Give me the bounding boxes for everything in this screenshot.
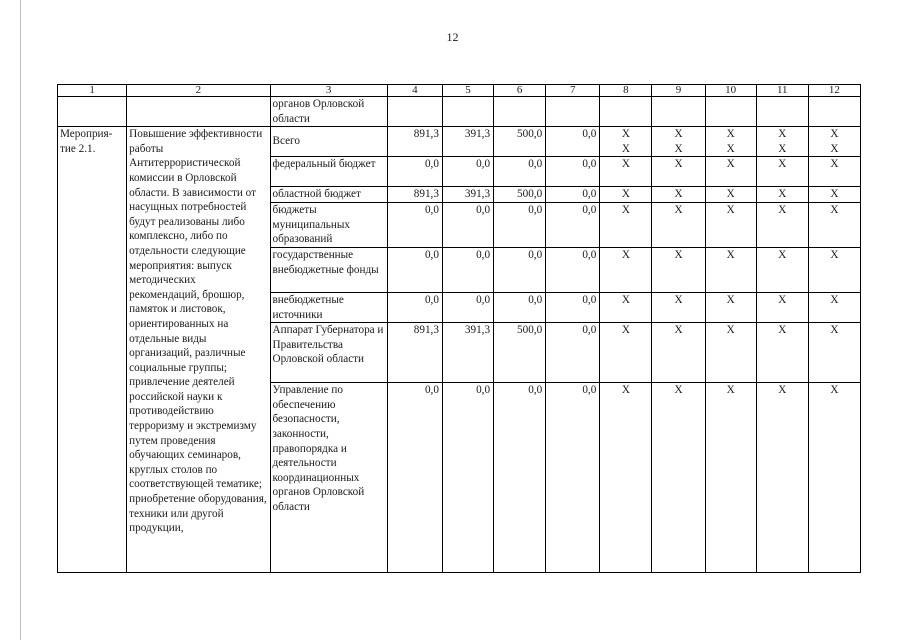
x-mark: Х [778,158,787,171]
x-mark: Х [674,384,683,397]
indicator-cell-8 [600,127,652,157]
x-mark: Х [621,188,630,201]
amount-cell-5: 391,3 [442,323,493,383]
column-header-12: 12 [808,85,860,97]
x-mark: Х [674,158,683,171]
indicator-cell-10 [705,202,756,247]
amount-cell-4: 891,3 [387,127,442,157]
x-mark: Х [726,142,735,155]
x-mark: Х [621,248,630,261]
indicator-cell-9 [652,292,705,322]
column-header-3: 3 [270,85,387,97]
x-mark: Х [621,142,630,155]
x-mark: Х [674,248,683,261]
indicator-cell-11 [756,157,808,187]
indicator-cell-11 [756,383,808,573]
x-mark: Х [674,128,683,141]
continuation-cell-1 [58,97,127,127]
x-mark: Х [674,142,683,155]
indicator-cell-9 [652,187,705,203]
indicator-cell-12 [808,383,860,573]
amount-cell-6: 0,0 [494,202,546,247]
x-mark: Х [621,158,630,171]
x-mark: Х [726,188,735,201]
indicator-cell-12 [808,187,860,203]
indicator-cell-11 [756,323,808,383]
indicator-cell-12 [808,202,860,247]
x-mark: Х [778,188,787,201]
amount-cell-4: 891,3 [387,187,442,203]
amount-cell-4: 0,0 [387,247,442,292]
indicator-cell-12 [808,292,860,322]
amount-cell-7: 0,0 [546,127,600,157]
indicator-cell-12 [808,323,860,383]
page-number: 12 [446,30,459,44]
x-mark: Х [674,188,683,201]
page-left-edge-rule [20,0,21,640]
x-mark: Х [621,384,630,397]
indicator-cell-8 [600,247,652,292]
amount-cell-7: 0,0 [546,383,600,573]
amount-cell-5: 0,0 [442,383,493,573]
x-mark: Х [726,158,735,171]
x-mark: Х [778,128,787,141]
continuation-cell-9 [652,97,705,127]
indicator-cell-12 [808,127,860,157]
funding-source-cell: государственные внебюджетные фонды [270,247,387,292]
column-header-6: 6 [494,85,546,97]
amount-cell-4: 0,0 [387,292,442,322]
indicator-cell-9 [652,202,705,247]
amount-cell-6: 0,0 [494,292,546,322]
indicator-cell-9 [652,323,705,383]
amount-cell-7: 0,0 [546,247,600,292]
column-header-11: 11 [756,85,808,97]
event-description-cell: Повышение эффективности работы Антитеррористической комиссии в Орловской области. В зависимости от насущных потребностей будут реализованы либо комплексно, либо по отдельности следующие мероприятия: выпуск методических рекомендаций, брошюр, памяток и листовок, ориентированных на отдельные виды организаций, различные социальные группы; привлечение деятелей российской науки к противодействию терроризму и экстремизму путем проведения обучающих семинаров, круглых столов по соответствующей тематике; приобретение оборудования, техники или другой продукции, [127,127,270,573]
x-mark: Х [726,248,735,261]
indicator-cell-12 [808,247,860,292]
x-mark: Х [621,128,630,141]
indicator-cell-8 [600,187,652,203]
x-mark: Х [621,324,630,337]
indicator-cell-8 [600,157,652,187]
x-mark: Х [726,128,735,141]
amount-cell-7: 0,0 [546,187,600,203]
indicator-cell-9 [652,247,705,292]
indicator-cell-10 [705,247,756,292]
amount-cell-5: 391,3 [442,187,493,203]
x-mark: Х [726,203,735,216]
x-mark: Х [830,203,839,216]
continuation-source-cell: органов Орловской области [270,97,387,127]
amount-cell-5: 391,3 [442,127,493,157]
amount-cell-7: 0,0 [546,157,600,187]
x-mark: Х [830,142,839,155]
indicator-cell-8 [600,383,652,573]
column-header-9: 9 [652,85,705,97]
column-header-2: 2 [127,85,270,97]
indicator-cell-11 [756,187,808,203]
indicator-cell-11 [756,292,808,322]
funding-source-cell: бюджеты муниципальных образований [270,202,387,247]
budget-table [57,84,861,573]
x-mark: Х [830,293,839,306]
amount-cell-5: 0,0 [442,157,493,187]
amount-cell-4: 0,0 [387,157,442,187]
indicator-cell-10 [705,127,756,157]
x-mark: Х [674,203,683,216]
amount-cell-7: 0,0 [546,292,600,322]
funding-source-cell: внебюджетные источники [270,292,387,322]
funding-source-cell: Всего [270,127,387,157]
x-mark: Х [674,324,683,337]
amount-cell-5: 0,0 [442,202,493,247]
x-mark: Х [830,384,839,397]
indicator-cell-11 [756,127,808,157]
x-mark: Х [621,293,630,306]
amount-cell-7: 0,0 [546,323,600,383]
amount-cell-6: 0,0 [494,383,546,573]
x-mark: Х [830,324,839,337]
x-mark: Х [830,188,839,201]
amount-cell-4: 0,0 [387,202,442,247]
amount-cell-7: 0,0 [546,202,600,247]
indicator-cell-10 [705,383,756,573]
funding-source-cell: Управление по обеспечению безопасности, законности, правопорядка и деятельности координационных органов Орловской области [270,383,387,573]
indicator-cell-10 [705,187,756,203]
continuation-cell-4 [387,97,442,127]
x-mark: Х [778,203,787,216]
continuation-cell-7 [546,97,600,127]
column-header-7: 7 [546,85,600,97]
funding-source-cell: Аппарат Губернатора и Правительства Орловской области [270,323,387,383]
indicator-cell-9 [652,383,705,573]
column-header-4: 4 [387,85,442,97]
amount-cell-6: 0,0 [494,157,546,187]
indicator-cell-8 [600,202,652,247]
continuation-cell-11 [756,97,808,127]
indicator-cell-12 [808,157,860,187]
x-mark: Х [726,293,735,306]
x-mark: Х [726,384,735,397]
column-header-5: 5 [442,85,493,97]
x-mark: Х [778,384,787,397]
continuation-cell-2 [127,97,270,127]
x-mark: Х [778,248,787,261]
column-header-10: 10 [705,85,756,97]
indicator-cell-8 [600,323,652,383]
continuation-cell-5 [442,97,493,127]
amount-cell-6: 500,0 [494,127,546,157]
x-mark: Х [621,203,630,216]
x-mark: Х [726,324,735,337]
x-mark: Х [778,324,787,337]
indicator-cell-10 [705,157,756,187]
amount-cell-6: 500,0 [494,187,546,203]
amount-cell-4: 0,0 [387,383,442,573]
funding-source-cell: федеральный бюджет [270,157,387,187]
x-mark: Х [830,128,839,141]
table-row [58,127,861,157]
indicator-cell-9 [652,157,705,187]
funding-source-cell: областной бюджет [270,187,387,203]
amount-cell-6: 0,0 [494,247,546,292]
indicator-cell-11 [756,202,808,247]
x-mark: Х [674,293,683,306]
amount-cell-6: 500,0 [494,323,546,383]
column-header-1: 1 [58,85,127,97]
continuation-cell-8 [600,97,652,127]
indicator-cell-10 [705,292,756,322]
x-mark: Х [830,248,839,261]
indicator-cell-8 [600,292,652,322]
amount-cell-5: 0,0 [442,247,493,292]
continuation-cell-6 [494,97,546,127]
event-code-cell: Мероприя-тие 2.1. [58,127,127,573]
x-mark: Х [778,293,787,306]
indicator-cell-9 [652,127,705,157]
amount-cell-5: 0,0 [442,292,493,322]
indicator-cell-11 [756,247,808,292]
column-header-8: 8 [600,85,652,97]
continuation-cell-10 [705,97,756,127]
continuation-row [58,97,861,127]
x-mark: Х [778,142,787,155]
amount-cell-4: 891,3 [387,323,442,383]
continuation-cell-12 [808,97,860,127]
column-header-row [58,85,861,97]
indicator-cell-10 [705,323,756,383]
x-mark: Х [830,158,839,171]
